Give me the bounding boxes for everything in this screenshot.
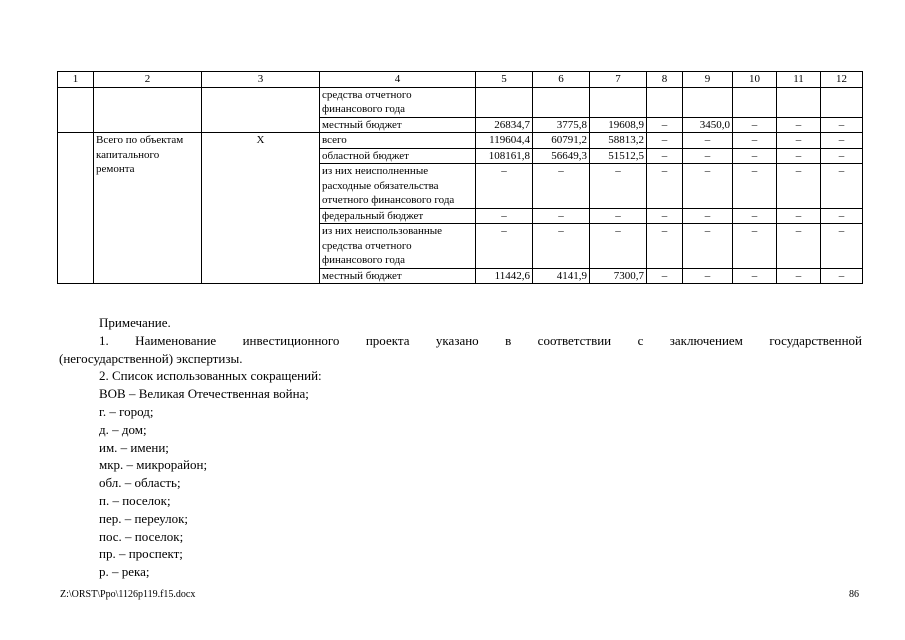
value-cell: – xyxy=(647,133,683,149)
column-number: 8 xyxy=(647,72,683,88)
value-cell: – xyxy=(683,148,733,164)
value-cell: 108161,8 xyxy=(476,148,533,164)
column-number-row xyxy=(58,72,863,88)
column-number: 3 xyxy=(202,72,320,88)
column-number: 7 xyxy=(590,72,647,88)
column-number: 10 xyxy=(733,72,777,88)
column-number: 4 xyxy=(320,72,476,88)
value-cell: – xyxy=(777,133,821,149)
value-cell: – xyxy=(733,208,777,224)
abbreviation-item: п. – поселок; xyxy=(99,492,171,508)
value-cell: 4141,9 xyxy=(533,268,590,284)
table-row xyxy=(58,133,863,149)
value-cell: – xyxy=(777,208,821,224)
value-cell: 56649,3 xyxy=(533,148,590,164)
abbreviation-item: д. – дом; xyxy=(99,421,147,437)
notes-title: Примечание. xyxy=(99,315,171,330)
value-cell: – xyxy=(476,208,533,224)
value-cell: – xyxy=(821,224,863,269)
budget-table xyxy=(57,71,863,284)
page-number: 86 xyxy=(849,589,859,600)
value-cell: 19608,9 xyxy=(590,117,647,133)
abbreviation-item: пер. – переулок; xyxy=(99,510,188,526)
value-cell: – xyxy=(777,148,821,164)
column-number: 6 xyxy=(533,72,590,88)
row-label: местный бюджет xyxy=(320,117,476,133)
total-marker: X xyxy=(202,133,320,284)
value-cell: – xyxy=(821,133,863,149)
row-label: всего xyxy=(320,133,476,149)
value-cell: – xyxy=(533,164,590,209)
abbreviation-item: г. – город; xyxy=(99,403,154,419)
empty-cell xyxy=(202,87,320,133)
value-cell: – xyxy=(590,224,647,269)
value-cell: – xyxy=(821,164,863,209)
value-cell: 119604,4 xyxy=(476,133,533,149)
abbreviation-item: мкр. – микрорайон; xyxy=(99,457,208,473)
value-cell: 26834,7 xyxy=(476,117,533,133)
note-item-1: 1. Наименование инвестиционного проекта указано в соответствии с заключением государственной xyxy=(99,332,862,348)
value-cell: – xyxy=(683,164,733,209)
notes-section xyxy=(59,314,862,581)
row-label: из них неиспользованные средства отчетного финансового года xyxy=(320,224,476,269)
value-cell: – xyxy=(647,208,683,224)
value-cell: – xyxy=(821,208,863,224)
value-cell: – xyxy=(777,268,821,284)
abbreviation-item: им. – имени; xyxy=(99,439,169,455)
value-cell: – xyxy=(476,164,533,209)
abbreviation-item: р. – река; xyxy=(99,564,150,580)
total-name: Всего по объектам капитального ремонта xyxy=(94,133,202,284)
row-label: из них неисполненные расходные обязательства отчетного финансового года xyxy=(320,164,476,209)
value-cell: – xyxy=(533,208,590,224)
value-cell: 60791,2 xyxy=(533,133,590,149)
value-cell: – xyxy=(733,148,777,164)
value-cell: – xyxy=(733,224,777,269)
note-item-2: 2. Список использованных сокращений: xyxy=(99,368,322,384)
column-number: 2 xyxy=(94,72,202,88)
value-cell: – xyxy=(683,224,733,269)
table-row xyxy=(58,87,863,117)
value-cell: – xyxy=(647,164,683,209)
column-number: 5 xyxy=(476,72,533,88)
value-cell: – xyxy=(821,117,863,133)
value-cell: – xyxy=(733,133,777,149)
value-cell: – xyxy=(733,268,777,284)
value-cell: – xyxy=(647,268,683,284)
empty-cell xyxy=(94,87,202,133)
value-cell: – xyxy=(533,224,590,269)
footer-file-path: Z:\ORST\Ppo\1126p119.f15.docx xyxy=(60,589,196,600)
value-cell: – xyxy=(590,164,647,209)
value-cell: – xyxy=(733,117,777,133)
abbreviation-item: обл. – область; xyxy=(99,475,181,491)
value-cell: 58813,2 xyxy=(590,133,647,149)
value-cell: – xyxy=(647,117,683,133)
column-number: 11 xyxy=(777,72,821,88)
note-item-1-continued: (негосударственной) экспертизы. xyxy=(59,350,243,366)
row-label: средства отчетного финансового года xyxy=(320,87,476,117)
value-cell: 51512,5 xyxy=(590,148,647,164)
column-number: 1 xyxy=(58,72,94,88)
column-number: 12 xyxy=(821,72,863,88)
value-cell: – xyxy=(647,148,683,164)
value-cell: – xyxy=(821,268,863,284)
value-cell: – xyxy=(590,208,647,224)
value-cell: 7300,7 xyxy=(590,268,647,284)
value-cell: – xyxy=(777,164,821,209)
column-number: 9 xyxy=(683,72,733,88)
abbreviation-item: ВОВ – Великая Отечественная война; xyxy=(99,386,309,402)
row-label: местный бюджет xyxy=(320,268,476,284)
value-cell: – xyxy=(476,224,533,269)
value-cell: – xyxy=(733,164,777,209)
row-label: федеральный бюджет xyxy=(320,208,476,224)
abbreviation-item: пр. – проспект; xyxy=(99,546,183,562)
value-cell: – xyxy=(777,117,821,133)
abbreviation-item: пос. – поселок; xyxy=(99,528,184,544)
value-cell: – xyxy=(683,133,733,149)
value-cell: – xyxy=(777,224,821,269)
empty-cell xyxy=(58,133,94,284)
empty-cell xyxy=(58,87,94,133)
value-cell: 3775,8 xyxy=(533,117,590,133)
value-cell: 11442,6 xyxy=(476,268,533,284)
row-label: областной бюджет xyxy=(320,148,476,164)
value-cell: – xyxy=(821,148,863,164)
value-cell: – xyxy=(683,268,733,284)
value-cell: – xyxy=(647,224,683,269)
value-cell: – xyxy=(683,208,733,224)
value-cell: 3450,0 xyxy=(683,117,733,133)
